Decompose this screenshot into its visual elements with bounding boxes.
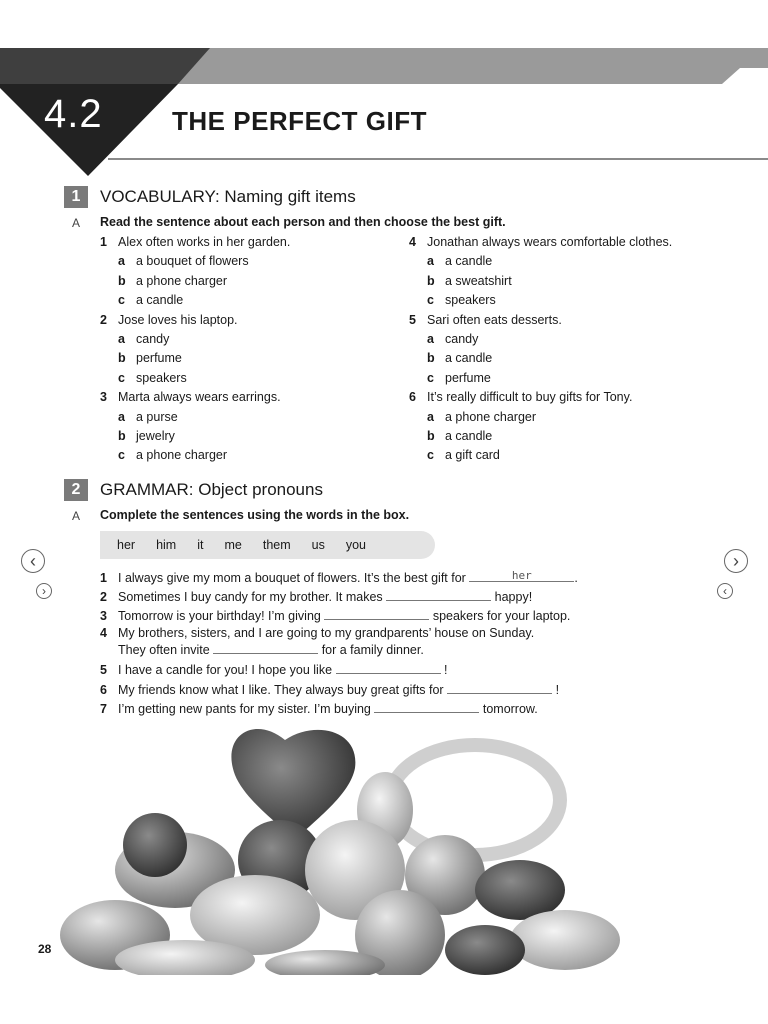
title-rule — [108, 158, 768, 160]
grammar-sentence-4: 4 My brothers, sisters, and I are going to my grandparents’ house on Sunday. They often invite for a family dinner. — [100, 626, 535, 657]
answer-option[interactable]: b perfume — [118, 351, 182, 366]
question: 5 Sari often eats desserts. — [409, 312, 562, 327]
word-box — [100, 531, 435, 559]
answer-option[interactable]: a candy — [118, 332, 170, 347]
header-band — [0, 48, 768, 84]
exercise-letter: A — [72, 216, 81, 230]
answer-blank[interactable]: her — [469, 569, 574, 582]
vocabulary-column-left — [100, 233, 400, 466]
answer-option[interactable]: a candy — [427, 332, 479, 347]
vocabulary-instruction: Read the sentence about each person and then choose the best gift. — [100, 215, 506, 229]
section-title-grammar: GRAMMAR: Object pronouns — [100, 480, 323, 499]
grammar-instruction: Complete the sentences using the words in the box. — [100, 508, 410, 522]
prev-page-button[interactable] — [21, 549, 45, 573]
answer-option[interactable]: b a phone charger — [118, 273, 228, 288]
section-title-vocabulary: VOCABULARY: Naming gift items — [100, 187, 356, 206]
answer-blank[interactable] — [447, 681, 552, 694]
word-box-item: it — [197, 538, 204, 552]
answer-option[interactable]: c speakers — [118, 370, 187, 385]
chevron-right-icon: › — [42, 584, 46, 598]
next-page-small-button[interactable] — [36, 583, 52, 599]
answer-option[interactable]: a a bouquet of flowers — [118, 254, 249, 269]
answer-blank[interactable] — [336, 661, 441, 674]
word-box-item: him — [156, 538, 177, 552]
answer-option[interactable]: c speakers — [427, 293, 496, 308]
question: 4 Jonathan always wears comfortable clothes. — [409, 235, 673, 249]
page-number: 28 — [38, 942, 52, 956]
word-box-item: me — [224, 538, 242, 552]
question: 3 Marta always wears earrings. — [100, 390, 281, 405]
grammar-sentence-5: 5 I have a candle for you! I hope you like ! — [100, 663, 448, 677]
chevron-left-icon: ‹ — [30, 550, 36, 571]
word-box-item: us — [311, 538, 325, 552]
answer-option[interactable]: b a candle — [427, 351, 493, 366]
question: 1 Alex often works in her garden. — [100, 235, 291, 249]
answer-option[interactable]: c a candle — [118, 293, 184, 308]
question: 6 It’s really difficult to buy gifts for Tony. — [409, 390, 633, 405]
question: 2 Jose loves his laptop. — [100, 312, 238, 327]
answer-blank[interactable] — [324, 607, 429, 620]
answer-option[interactable]: a a purse — [118, 409, 178, 424]
grammar-sentence-2: 2 Sometimes I buy candy for my brother. It makes happy! — [100, 590, 533, 604]
section-number-vocabulary: 1 — [64, 186, 88, 208]
answer-option[interactable]: b a candle — [427, 429, 493, 444]
grammar-sentence-3: 3 Tomorrow is your birthday! I’m giving speakers for your laptop. — [100, 609, 571, 623]
answer-option[interactable]: a a phone charger — [427, 409, 537, 424]
answer-blank[interactable] — [386, 588, 491, 601]
answer-option[interactable]: c perfume — [427, 370, 491, 385]
answer-option[interactable]: b jewelry — [118, 429, 175, 444]
word-box-item: them — [262, 538, 291, 552]
chevron-right-icon: › — [733, 550, 739, 571]
word-box-item: you — [345, 538, 367, 552]
lesson-number: 4.2 — [44, 92, 103, 136]
section-number-grammar: 2 — [64, 479, 88, 501]
vocabulary-column-right — [409, 233, 729, 466]
answer-blank[interactable] — [374, 700, 479, 713]
answer-option[interactable]: b a sweatshirt — [427, 273, 512, 288]
answer-option[interactable]: c a phone charger — [118, 448, 228, 463]
chevron-left-icon: ‹ — [723, 584, 727, 598]
answer-blank[interactable] — [213, 641, 318, 654]
prev-page-small-button[interactable] — [717, 583, 733, 599]
next-page-button[interactable] — [724, 549, 748, 573]
grammar-sentence-7: 7 I’m getting new pants for my sister. I’m buying tomorrow. — [100, 702, 538, 716]
grammar-sentence-6: 6 My friends know what I like. They always buy great gifts for ! — [100, 683, 560, 697]
word-box-item: her — [117, 538, 136, 552]
candy-pile-image — [55, 720, 665, 975]
exercise-letter: A — [72, 509, 81, 523]
page-title: THE PERFECT GIFT — [172, 106, 427, 136]
grammar-sentence-1: 1 I always give my mom a bouquet of flowers. It’s the best gift for her . — [100, 569, 578, 585]
answer-option[interactable]: c a gift card — [427, 448, 500, 463]
answer-option[interactable]: a a candle — [427, 254, 493, 269]
